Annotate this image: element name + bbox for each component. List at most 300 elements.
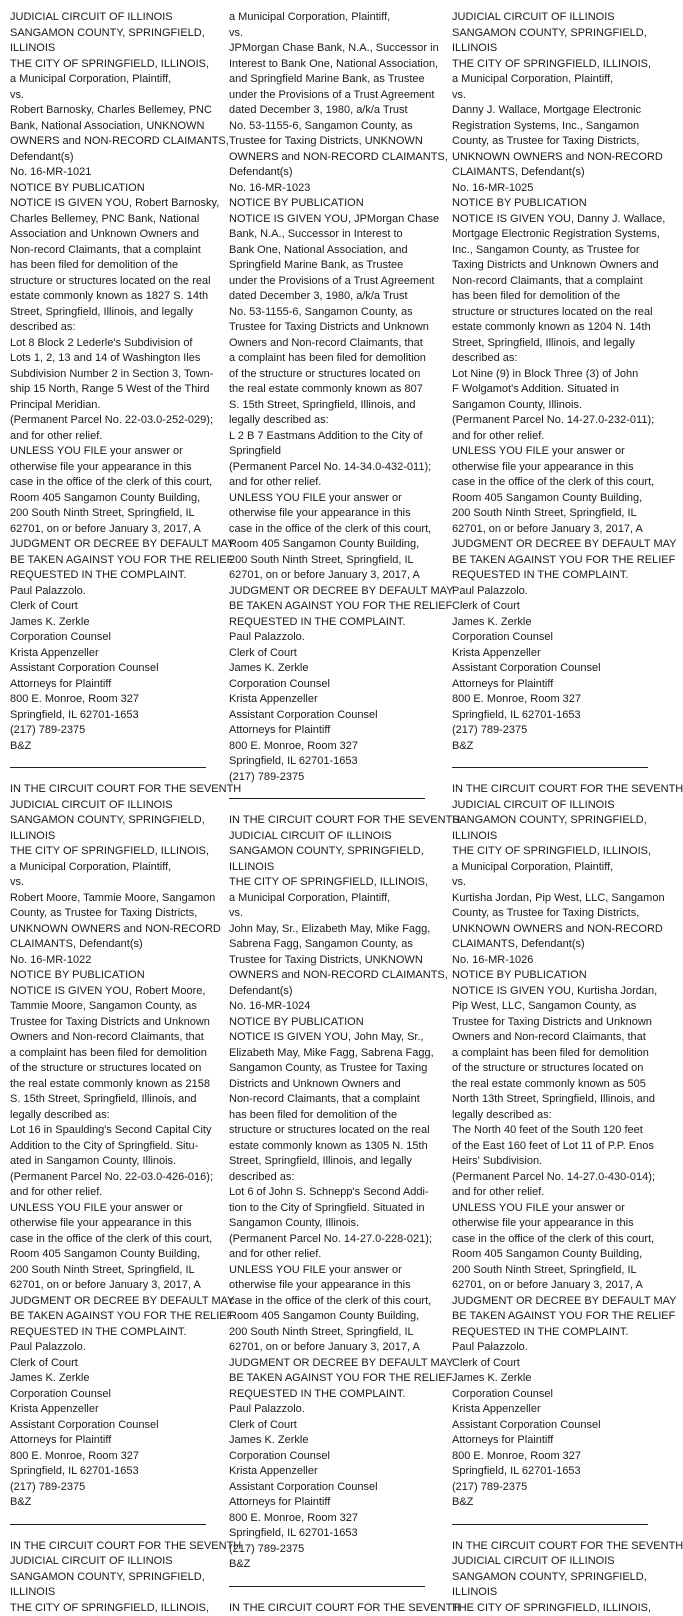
notice-line: Bank One, National Association, and	[229, 243, 425, 259]
notice-line: tion to the City of Springfield. Situated in	[229, 1201, 425, 1217]
notice-line: Subdivision Number 2 in Section 3, Town-	[10, 367, 206, 383]
notice-line: Room 405 Sangamon County Building,	[452, 491, 648, 507]
notice-line: Trustee for Taxing Districts and Unknown	[452, 1015, 648, 1031]
notice-line: Krista Appenzeller	[452, 1402, 648, 1418]
notice-line: UNLESS YOU FILE your answer or	[229, 491, 425, 507]
notice-line: UNLESS YOU FILE your answer or	[229, 1263, 425, 1279]
notice-line: Trustee for Taxing Districts, UNKNOWN	[229, 953, 425, 969]
notice-line: and for other relief.	[229, 475, 425, 491]
notice-line: Lot 6 of John S. Schnepp's Second Addi-	[229, 1185, 425, 1201]
notice-line: Krista Appenzeller	[229, 1464, 425, 1480]
notice-line: ILLINOIS	[10, 41, 206, 57]
notice-line: 62701, on or before January 3, 2017, A	[452, 1278, 648, 1294]
notice-line: Attorneys for Plaintiff	[229, 1495, 425, 1511]
notice-line: estate commonly known as 1204 N. 14th	[452, 320, 648, 336]
notice-line: Principal Meridian.	[10, 398, 206, 414]
notice-line: James K. Zerkle	[229, 1433, 425, 1449]
notice-line: the real estate commonly known as 2158	[10, 1077, 206, 1093]
notice-line: structure or structures located on the real	[10, 274, 206, 290]
notice-line: 800 E. Monroe, Room 327	[229, 1511, 425, 1527]
notice-line: Taxing Districts and Unknown Owners and	[452, 258, 648, 274]
notice-line: (217) 789-2375	[229, 770, 425, 786]
notice-line: SANGAMON COUNTY, SPRINGFIELD,	[10, 813, 206, 829]
notice-line: NOTICE BY PUBLICATION	[229, 1015, 425, 1031]
notice-line: of the structure or structures located on	[229, 367, 425, 383]
notice-line: Non-record Claimants, that a complaint	[452, 274, 648, 290]
notice-line: Springfield, IL 62701-1653	[10, 708, 206, 724]
notice-line: Corporation Counsel	[229, 677, 425, 693]
notice-line: 800 E. Monroe, Room 327	[229, 739, 425, 755]
notice-line: Clerk of Court	[229, 646, 425, 662]
notice-line: Corporation Counsel	[10, 1387, 206, 1403]
notice-line: a Municipal Corporation, Plaintiff,	[452, 860, 648, 876]
legal-notice	[229, 1601, 425, 1616]
notice-line: Attorneys for Plaintiff	[10, 677, 206, 693]
notice-column-3	[452, 10, 648, 1520]
notice-line: NOTICE BY PUBLICATION	[452, 968, 648, 984]
notice-line: and for other relief.	[10, 1185, 206, 1201]
notice-line: UNKNOWN OWNERS and NON-RECORD	[452, 150, 648, 166]
notice-line: otherwise file your appearance in this	[10, 460, 206, 476]
notice-line: a complaint has been filed for demolition	[10, 1046, 206, 1062]
notice-line: NOTICE IS GIVEN YOU, Robert Moore,	[10, 984, 206, 1000]
notice-line: a complaint has been filed for demolition	[452, 1046, 648, 1062]
notice-line: case in the office of the clerk of this court,	[229, 1294, 425, 1310]
notice-line: Non-record Claimants, that a complaint	[10, 243, 206, 259]
notice-line: REQUESTED IN THE COMPLAINT.	[452, 1325, 648, 1341]
notice-line: 200 South Ninth Street, Springfield, IL	[452, 1263, 648, 1279]
notice-line: under the Provisions of a Trust Agreement	[229, 274, 425, 290]
notice-line: SANGAMON COUNTY, SPRINGFIELD,	[452, 813, 648, 829]
notice-line: BE TAKEN AGAINST YOU FOR THE RELIEF	[10, 553, 206, 569]
notice-line: case in the office of the clerk of this court,	[229, 522, 425, 538]
notice-line: County, as Trustee for Taxing Districts,	[452, 134, 648, 150]
notice-line: and for other relief.	[452, 429, 648, 445]
notice-line: B&Z	[452, 1495, 648, 1511]
notice-line: BE TAKEN AGAINST YOU FOR THE RELIEF	[452, 1309, 648, 1325]
notice-line: UNKNOWN OWNERS and NON-RECORD	[10, 922, 206, 938]
notice-line: BE TAKEN AGAINST YOU FOR THE RELIEF	[229, 1371, 425, 1387]
notice-line: Kurtisha Jordan, Pip West, LLC, Sangamon	[452, 891, 648, 907]
notice-line: Owners and Non-record Claimants, that	[10, 1030, 206, 1046]
notice-line: Clerk of Court	[10, 1356, 206, 1372]
notice-line: Registration Systems, Inc., Sangamon	[452, 119, 648, 135]
notice-line: L 2 B 7 Eastmans Addition to the City of	[229, 429, 425, 445]
notice-line: case in the office of the clerk of this court,	[10, 475, 206, 491]
notice-line: 800 E. Monroe, Room 327	[452, 692, 648, 708]
notice-line: under the Provisions of a Trust Agreement	[229, 88, 425, 104]
notice-line: Springfield, IL 62701-1653	[10, 1464, 206, 1480]
notice-line: of the East 160 feet of Lot 11 of P.P. Enos	[452, 1139, 648, 1155]
notice-line: a Municipal Corporation, Plaintiff,	[229, 891, 425, 907]
notice-line: 200 South Ninth Street, Springfield, IL	[229, 1325, 425, 1341]
notice-line: County, as Trustee for Taxing Districts,	[10, 906, 206, 922]
notice-line: 200 South Ninth Street, Springfield, IL	[10, 506, 206, 522]
notice-line: SANGAMON COUNTY, SPRINGFIELD,	[452, 26, 648, 42]
notice-line: Springfield Marine Bank, as Trustee	[229, 258, 425, 274]
notice-line: CLAIMANTS, Defendant(s)	[452, 937, 648, 953]
notice-line: ILLINOIS	[452, 1585, 648, 1601]
notice-line: estate commonly known as 1827 S. 14th	[10, 289, 206, 305]
notice-line: SANGAMON COUNTY, SPRINGFIELD,	[10, 26, 206, 42]
notice-line: Trustee for Taxing Districts, UNKNOWN	[229, 134, 425, 150]
notice-line: 62701, on or before January 3, 2017, A	[229, 1340, 425, 1356]
notice-line: Paul Palazzolo.	[452, 584, 648, 600]
notice-line: of the structure or structures located on	[452, 1061, 648, 1077]
notice-line: JUDICIAL CIRCUIT OF ILLINOIS	[10, 798, 206, 814]
notice-line: dated December 3, 1980, a/k/a Trust	[229, 289, 425, 305]
notice-line: NOTICE IS GIVEN YOU, John May, Sr.,	[229, 1030, 425, 1046]
notice-line: Room 405 Sangamon County Building,	[452, 1247, 648, 1263]
notice-line: REQUESTED IN THE COMPLAINT.	[452, 568, 648, 584]
notice-line: 62701, on or before January 3, 2017, A	[229, 568, 425, 584]
notice-line: Springfield, IL 62701-1653	[229, 1526, 425, 1542]
notice-line: ILLINOIS	[10, 1585, 206, 1601]
notice-line: Street, Springfield, Illinois, and legally	[10, 305, 206, 321]
notice-line: BE TAKEN AGAINST YOU FOR THE RELIEF	[229, 599, 425, 615]
notice-line: and for other relief.	[10, 429, 206, 445]
notice-divider	[452, 1524, 648, 1525]
legal-notice	[10, 1539, 206, 1616]
notice-line: James K. Zerkle	[10, 615, 206, 631]
notice-line: Trustee for Taxing Districts and Unknown	[10, 1015, 206, 1031]
notice-line: ILLINOIS	[10, 829, 206, 845]
notice-line: B&Z	[229, 1557, 425, 1573]
notice-line: JUDICIAL CIRCUIT OF ILLINOIS	[452, 798, 648, 814]
notice-line: Robert Moore, Tammie Moore, Sangamon	[10, 891, 206, 907]
notice-line: the real estate commonly known as 807	[229, 382, 425, 398]
notice-line: BE TAKEN AGAINST YOU FOR THE RELIEF	[452, 553, 648, 569]
notice-line: NOTICE BY PUBLICATION	[452, 196, 648, 212]
notice-line: UNLESS YOU FILE your answer or	[10, 444, 206, 460]
notice-line: James K. Zerkle	[452, 1371, 648, 1387]
notice-line: Heirs' Subdivision.	[452, 1154, 648, 1170]
notice-line: B&Z	[452, 739, 648, 755]
legal-notice	[10, 782, 206, 1511]
notice-line: Mortgage Electronic Registration Systems,	[452, 227, 648, 243]
notice-line: B&Z	[10, 1495, 206, 1511]
notice-line: 200 South Ninth Street, Springfield, IL	[10, 1263, 206, 1279]
notice-line: otherwise file your appearance in this	[229, 1278, 425, 1294]
notice-line: No. 16-MR-1024	[229, 999, 425, 1015]
notice-line: Defendant(s)	[10, 150, 206, 166]
notice-line: ILLINOIS	[452, 829, 648, 845]
notice-line: Room 405 Sangamon County Building,	[229, 537, 425, 553]
notice-line: a Municipal Corporation, Plaintiff,	[452, 72, 648, 88]
notice-line: Bank, National Association, UNKNOWN	[10, 119, 206, 135]
legal-notice	[452, 10, 648, 754]
notice-line: County, as Trustee for Taxing Districts,	[452, 906, 648, 922]
notice-line: JUDGMENT OR DECREE BY DEFAULT MAY	[10, 537, 206, 553]
notice-line: vs.	[10, 875, 206, 891]
notice-line: REQUESTED IN THE COMPLAINT.	[10, 1325, 206, 1341]
notice-line: vs.	[229, 26, 425, 42]
notice-line: No. 16-MR-1022	[10, 953, 206, 969]
notice-line: OWNERS and NON-RECORD CLAIMANTS,	[10, 134, 206, 150]
notice-line: Attorneys for Plaintiff	[452, 1433, 648, 1449]
notice-line: Danny J. Wallace, Mortgage Electronic	[452, 103, 648, 119]
notice-line: Springfield, IL 62701-1653	[452, 708, 648, 724]
notice-line: Corporation Counsel	[229, 1449, 425, 1465]
notice-divider	[452, 767, 648, 768]
notice-line: JUDGMENT OR DECREE BY DEFAULT MAY	[10, 1294, 206, 1310]
notice-line: JUDICIAL CIRCUIT OF ILLINOIS	[452, 1554, 648, 1570]
notice-line: Bank, N.A., Successor in Interest to	[229, 227, 425, 243]
notice-line: 200 South Ninth Street, Springfield, IL	[452, 506, 648, 522]
notice-line: REQUESTED IN THE COMPLAINT.	[229, 1387, 425, 1403]
notice-line: ILLINOIS	[452, 41, 648, 57]
notice-line: THE CITY OF SPRINGFIELD, ILLINOIS,	[10, 844, 206, 860]
notice-line: Inc., Sangamon County, as Trustee for	[452, 243, 648, 259]
notice-line: JUDGMENT OR DECREE BY DEFAULT MAY	[229, 1356, 425, 1372]
notice-line: structure or structures located on the real	[452, 305, 648, 321]
notice-line: THE CITY OF SPRINGFIELD, ILLINOIS,	[229, 875, 425, 891]
notice-line: Clerk of Court	[452, 1356, 648, 1372]
notice-line: Sangamon County, as Trustee for Taxing	[229, 1061, 425, 1077]
notice-line: Krista Appenzeller	[10, 646, 206, 662]
notice-line: otherwise file your appearance in this	[229, 506, 425, 522]
notice-line: Street, Springfield, Illinois, and legally	[452, 336, 648, 352]
notice-line: case in the office of the clerk of this court,	[452, 1232, 648, 1248]
notice-line: Paul Palazzolo.	[10, 584, 206, 600]
notice-line: and Springfield Marine Bank, as Trustee	[229, 72, 425, 88]
notice-line: JUDGMENT OR DECREE BY DEFAULT MAY	[452, 1294, 648, 1310]
notice-line: estate commonly known as 1305 N. 15th	[229, 1139, 425, 1155]
notice-line: NOTICE IS GIVEN YOU, JPMorgan Chase	[229, 212, 425, 228]
notice-line: and for other relief.	[229, 1247, 425, 1263]
notice-line: Lot Nine (9) in Block Three (3) of John	[452, 367, 648, 383]
notice-line: REQUESTED IN THE COMPLAINT.	[229, 615, 425, 631]
notice-line: (Permanent Parcel No. 22-03.0-426-016);	[10, 1170, 206, 1186]
notice-line: BE TAKEN AGAINST YOU FOR THE RELIEF	[10, 1309, 206, 1325]
notice-line: ated in Sangamon County, Illinois.	[10, 1154, 206, 1170]
notice-line: has been filed for demolition of the	[10, 258, 206, 274]
notice-line: JUDGMENT OR DECREE BY DEFAULT MAY	[229, 584, 425, 600]
notice-line: has been filed for demolition of the	[452, 289, 648, 305]
notice-line: UNLESS YOU FILE your answer or	[452, 1201, 648, 1217]
notice-line: S. 15th Street, Springfield, Illinois, and	[10, 1092, 206, 1108]
notice-line: IN THE CIRCUIT COURT FOR THE SEVENTH	[229, 813, 425, 829]
notice-line: a Municipal Corporation, Plaintiff,	[10, 860, 206, 876]
notice-line: SANGAMON COUNTY, SPRINGFIELD,	[229, 844, 425, 860]
notice-line: Assistant Corporation Counsel	[10, 661, 206, 677]
notice-line: OWNERS and NON-RECORD CLAIMANTS,	[229, 150, 425, 166]
notice-line: Districts and Unknown Owners and	[229, 1077, 425, 1093]
notice-line: Owners and Non-record Claimants, that	[452, 1030, 648, 1046]
notice-line: James K. Zerkle	[10, 1371, 206, 1387]
notice-line: THE CITY OF SPRINGFIELD, ILLINOIS,	[452, 1601, 648, 1616]
notice-line: Springfield, IL 62701-1653	[452, 1464, 648, 1480]
notice-line: SANGAMON COUNTY, SPRINGFIELD,	[452, 1570, 648, 1586]
notice-line: James K. Zerkle	[229, 661, 425, 677]
notice-line: (Permanent Parcel No. 14-34.0-432-011);	[229, 460, 425, 476]
notice-line: UNLESS YOU FILE your answer or	[452, 444, 648, 460]
notice-line: Assistant Corporation Counsel	[229, 708, 425, 724]
notice-line: UNKNOWN OWNERS and NON-RECORD	[452, 922, 648, 938]
notice-line: legally described as:	[10, 1108, 206, 1124]
notice-line: ship 15 North, Range 5 West of the Third	[10, 382, 206, 398]
notice-line: IN THE CIRCUIT COURT FOR THE SEVENTH	[452, 1539, 648, 1555]
notice-line: 800 E. Monroe, Room 327	[10, 1449, 206, 1465]
notice-line: REQUESTED IN THE COMPLAINT.	[10, 568, 206, 584]
notice-line: NOTICE BY PUBLICATION	[229, 196, 425, 212]
notice-line: NOTICE BY PUBLICATION	[10, 968, 206, 984]
notice-line: described as:	[229, 1170, 425, 1186]
notice-line: F Wolgamot's Addition. Situated in	[452, 382, 648, 398]
notice-line: and for other relief.	[452, 1185, 648, 1201]
notice-line: (Permanent Parcel No. 22-03.0-252-029);	[10, 413, 206, 429]
notice-line: Street, Springfield, Illinois, and legally	[229, 1154, 425, 1170]
notice-line: case in the office of the clerk of this court,	[452, 475, 648, 491]
notice-divider	[229, 798, 425, 799]
notice-line: legally described as:	[452, 1108, 648, 1124]
notice-line: (217) 789-2375	[10, 1480, 206, 1496]
notice-line: Charles Bellemey, PNC Bank, National	[10, 212, 206, 228]
notice-line: (Permanent Parcel No. 14-27.0-228-021);	[229, 1232, 425, 1248]
notice-line: described as:	[10, 320, 206, 336]
notice-line: a complaint has been filed for demolition	[229, 351, 425, 367]
notice-line: Defendant(s)	[229, 984, 425, 1000]
notice-line: has been filed for demolition of the	[229, 1108, 425, 1124]
notice-line: Corporation Counsel	[452, 630, 648, 646]
notice-line: (217) 789-2375	[10, 723, 206, 739]
notice-line: Clerk of Court	[452, 599, 648, 615]
notice-line: THE CITY OF SPRINGFIELD, ILLINOIS,	[452, 844, 648, 860]
notice-line: (217) 789-2375	[452, 1480, 648, 1496]
notice-line: Assistant Corporation Counsel	[452, 661, 648, 677]
notice-line: Owners and Non-record Claimants, that	[229, 336, 425, 352]
notice-line: James K. Zerkle	[452, 615, 648, 631]
notice-line: structure or structures located on the real	[229, 1123, 425, 1139]
notice-divider	[10, 767, 206, 768]
notice-line: (217) 789-2375	[229, 1542, 425, 1558]
notice-line: North 13th Street, Springfield, Illinois, and	[452, 1092, 648, 1108]
notice-line: Paul Palazzolo.	[229, 1402, 425, 1418]
notice-line: otherwise file your appearance in this	[10, 1216, 206, 1232]
notice-line: Paul Palazzolo.	[452, 1340, 648, 1356]
notice-line: Robert Barnosky, Charles Bellemey, PNC	[10, 103, 206, 119]
notice-line: Pip West, LLC, Sangamon County, as	[452, 999, 648, 1015]
notice-line: described as:	[452, 351, 648, 367]
notice-line: 62701, on or before January 3, 2017, A	[10, 522, 206, 538]
notice-line: JUDICIAL CIRCUIT OF ILLINOIS	[452, 10, 648, 26]
notice-line: Sangamon County, Illinois.	[452, 398, 648, 414]
notice-line: Assistant Corporation Counsel	[229, 1480, 425, 1496]
notice-line: Corporation Counsel	[452, 1387, 648, 1403]
notice-line: NOTICE IS GIVEN YOU, Kurtisha Jordan,	[452, 984, 648, 1000]
notice-line: Paul Palazzolo.	[10, 1340, 206, 1356]
notice-line: IN THE CIRCUIT COURT FOR THE SEVENTH	[452, 782, 648, 798]
notice-line: vs.	[452, 875, 648, 891]
notice-line: CLAIMANTS, Defendant(s)	[10, 937, 206, 953]
notice-line: case in the office of the clerk of this court,	[10, 1232, 206, 1248]
notice-line: a Municipal Corporation, Plaintiff,	[229, 10, 425, 26]
notice-line: Addition to the City of Springfield. Situ-	[10, 1139, 206, 1155]
notice-line: SANGAMON COUNTY, SPRINGFIELD,	[10, 1570, 206, 1586]
notice-line: Clerk of Court	[10, 599, 206, 615]
notice-line: 800 E. Monroe, Room 327	[452, 1449, 648, 1465]
notice-line: NOTICE IS GIVEN YOU, Robert Barnosky,	[10, 196, 206, 212]
notice-column-2	[229, 10, 425, 1512]
notice-line: Paul Palazzolo.	[229, 630, 425, 646]
notice-line: legally described as:	[229, 413, 425, 429]
notice-line: Corporation Counsel	[10, 630, 206, 646]
notice-line: Sabrena Fagg, Sangamon County, as	[229, 937, 425, 953]
notice-line: Krista Appenzeller	[10, 1402, 206, 1418]
notice-line: No. 16-MR-1021	[10, 165, 206, 181]
notice-line: John May, Sr., Elizabeth May, Mike Fagg,	[229, 922, 425, 938]
notice-column-1	[10, 10, 206, 1520]
notice-line: No. 16-MR-1025	[452, 181, 648, 197]
notice-line: Krista Appenzeller	[229, 692, 425, 708]
notice-line: Sangamon County, Illinois.	[229, 1216, 425, 1232]
notice-line: the real estate commonly known as 505	[452, 1077, 648, 1093]
notice-line: 800 E. Monroe, Room 327	[10, 692, 206, 708]
notice-line: Attorneys for Plaintiff	[229, 723, 425, 739]
notice-line: IN THE CIRCUIT COURT FOR THE SEVENTH	[10, 1539, 206, 1555]
notice-line: ILLINOIS	[229, 860, 425, 876]
notice-line: 62701, on or before January 3, 2017, A	[452, 522, 648, 538]
notice-line: Lots 1, 2, 13 and 14 of Washington Iles	[10, 351, 206, 367]
notice-line: The North 40 feet of the South 120 feet	[452, 1123, 648, 1139]
notice-line: vs.	[452, 88, 648, 104]
notice-line: B&Z	[10, 739, 206, 755]
notice-line: Non-record Claimants, that a complaint	[229, 1092, 425, 1108]
notice-line: 200 South Ninth Street, Springfield, IL	[229, 553, 425, 569]
notice-line: Assistant Corporation Counsel	[10, 1418, 206, 1434]
legal-notice	[452, 782, 648, 1511]
notice-line: NOTICE BY PUBLICATION	[10, 181, 206, 197]
notice-line: OWNERS and NON-RECORD CLAIMANTS,	[229, 968, 425, 984]
notice-line: Springfield	[229, 444, 425, 460]
notice-line: THE CITY OF SPRINGFIELD, ILLINOIS,	[10, 57, 206, 73]
notice-line: Attorneys for Plaintiff	[452, 677, 648, 693]
notice-line: Elizabeth May, Mike Fagg, Sabrena Fagg,	[229, 1046, 425, 1062]
notice-line: Defendant(s)	[229, 165, 425, 181]
notice-line: Interest to Bank One, National Association,	[229, 57, 425, 73]
notice-line: Tammie Moore, Sangamon County, as	[10, 999, 206, 1015]
notice-line: Room 405 Sangamon County Building,	[229, 1309, 425, 1325]
notice-divider	[229, 1586, 425, 1587]
notice-line: Krista Appenzeller	[452, 646, 648, 662]
notice-line: Attorneys for Plaintiff	[10, 1433, 206, 1449]
notice-line: 62701, on or before January 3, 2017, A	[10, 1278, 206, 1294]
notice-line: CLAIMANTS, Defendant(s)	[452, 165, 648, 181]
notice-line: THE CITY OF SPRINGFIELD, ILLINOIS,	[452, 57, 648, 73]
legal-notice	[229, 10, 425, 785]
notice-line: No. 53-1155-6, Sangamon County, as	[229, 119, 425, 135]
notice-line: (Permanent Parcel No. 14-27.0-232-011);	[452, 413, 648, 429]
legal-notice	[10, 10, 206, 754]
notice-line: Lot 16 in Spaulding's Second Capital City	[10, 1123, 206, 1139]
notice-line: (Permanent Parcel No. 14-27.0-430-014);	[452, 1170, 648, 1186]
notice-line: IN THE CIRCUIT COURT FOR THE SEVENTH	[229, 1601, 425, 1616]
notice-line: S. 15th Street, Springfield, Illinois, and	[229, 398, 425, 414]
notice-line: (217) 789-2375	[452, 723, 648, 739]
notice-line: Clerk of Court	[229, 1418, 425, 1434]
notice-line: JUDICIAL CIRCUIT OF ILLINOIS	[229, 829, 425, 845]
notice-line: otherwise file your appearance in this	[452, 1216, 648, 1232]
notice-line: JUDICIAL CIRCUIT OF ILLINOIS	[10, 10, 206, 26]
notice-line: vs.	[229, 906, 425, 922]
notice-line: of the structure or structures located on	[10, 1061, 206, 1077]
notice-divider	[10, 1524, 206, 1525]
notice-line: Room 405 Sangamon County Building,	[10, 491, 206, 507]
notice-line: Lot 8 Block 2 Lederle's Subdivision of	[10, 336, 206, 352]
legal-notice	[229, 813, 425, 1573]
notice-line: No. 16-MR-1026	[452, 953, 648, 969]
notice-line: No. 53-1155-6, Sangamon County, as	[229, 305, 425, 321]
